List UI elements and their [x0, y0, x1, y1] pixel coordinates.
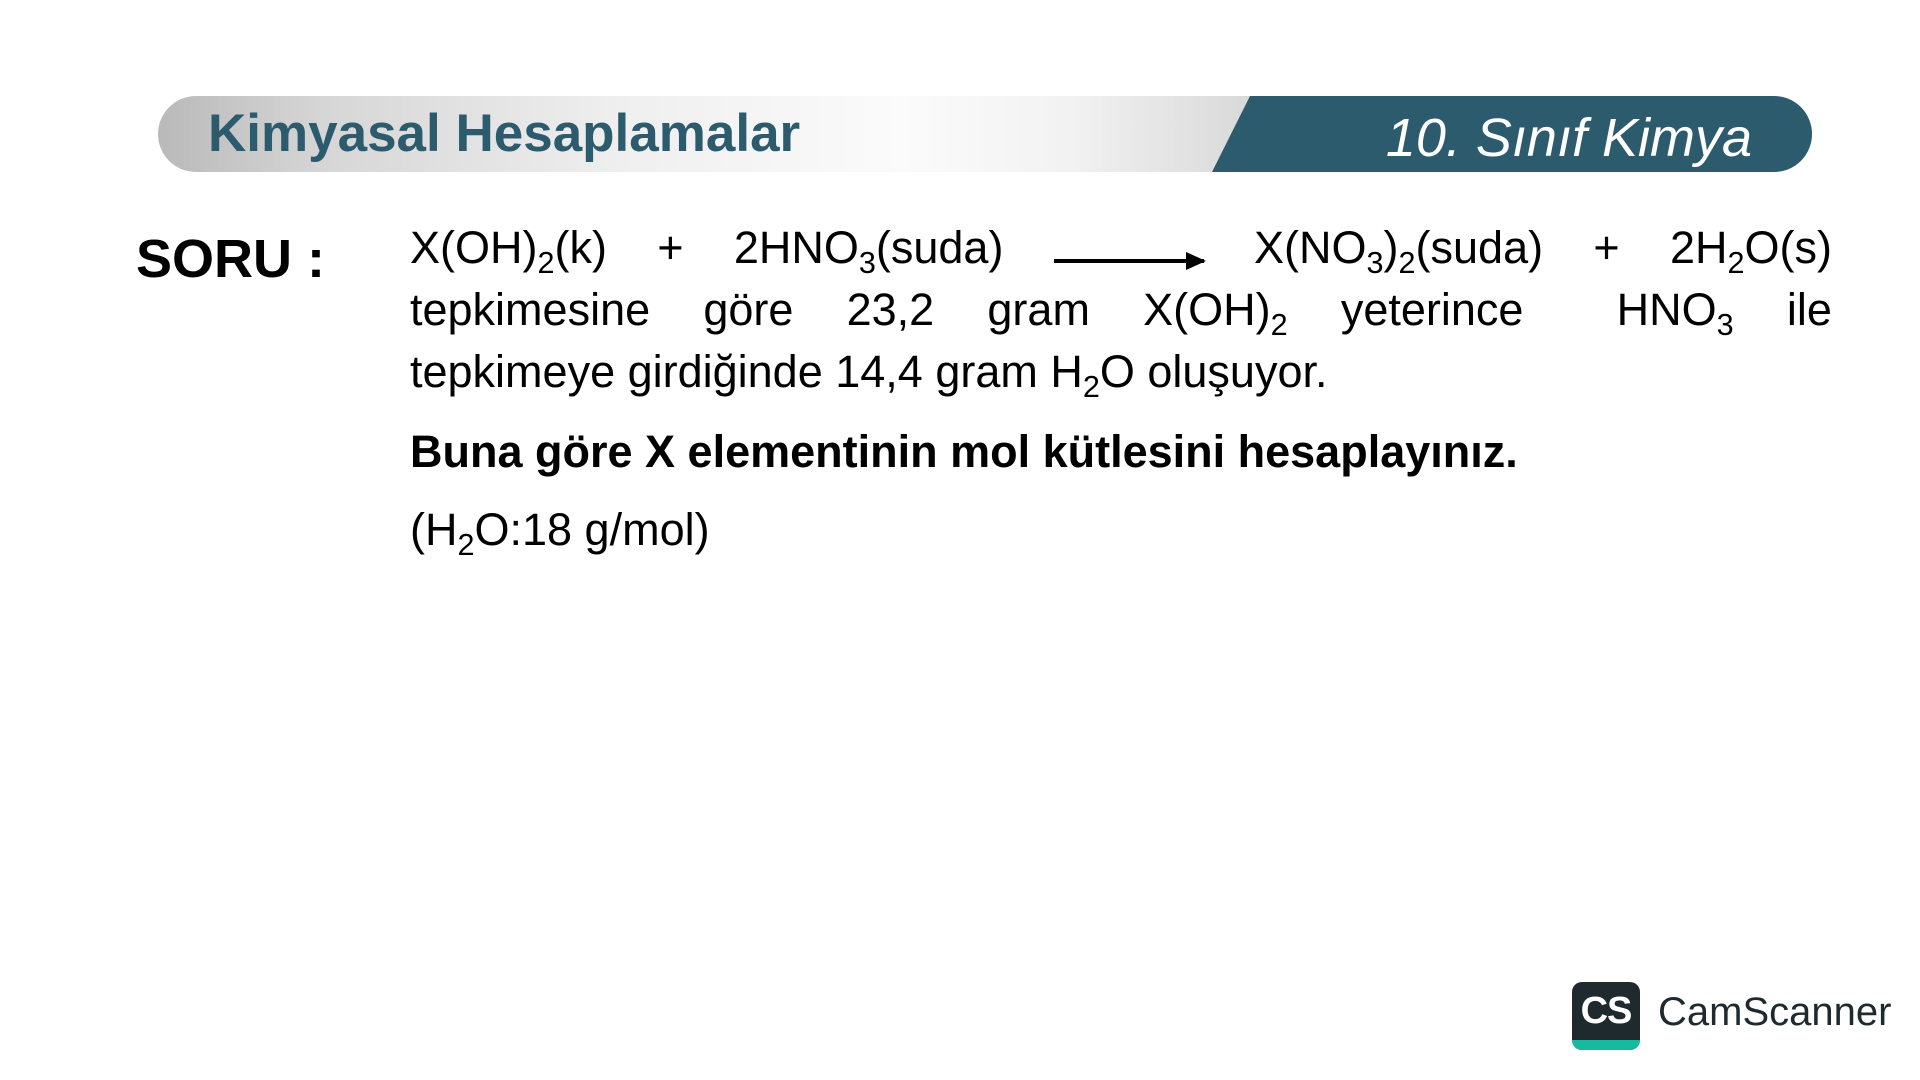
text-word: tepkimesine [410, 284, 651, 335]
text-word: ile [1786, 284, 1832, 335]
plus-sign: + [657, 222, 684, 273]
text-word: yeterince [1340, 284, 1524, 335]
question-text-line-2 [410, 284, 1832, 342]
text-formula: $HNO_3$ [1616, 284, 1734, 342]
course-label: 10. Sınıf Kimya [1385, 108, 1752, 168]
reactant-2: $2HNO_3(suda)$ [733, 222, 1004, 280]
text-formula: $X(OH)_2$ [1143, 284, 1288, 342]
product-2: $2H_2O(s)$ [1669, 222, 1832, 280]
reaction-arrow-icon [1054, 259, 1204, 263]
product-1: $X(NO_3)_2(suda)$ [1254, 222, 1544, 280]
question-text-line-3: tepkimeye girdiğinde 14,4 gram $H_2O$ oluşuyor. [410, 346, 1328, 404]
question-label: SORU : [136, 229, 325, 289]
camscanner-logo-icon [1572, 982, 1640, 1050]
reactant-1: $X(OH)_2(k)$ [410, 222, 607, 280]
question-prompt: Buna göre X elementinin mol kütlesini hesaplayınız. [410, 426, 1518, 477]
reaction-equation [410, 222, 1832, 280]
text-word: 23,2 [846, 284, 935, 335]
text-word: gram [987, 284, 1090, 335]
given-data: ($H_2O:18$ g/mol) [410, 504, 710, 562]
text-word: göre [703, 284, 794, 335]
header-banner [158, 96, 1812, 172]
watermark-name: CamScanner [1658, 990, 1892, 1034]
camscanner-logo-text: CS [1580, 990, 1632, 1032]
plus-sign: + [1593, 222, 1620, 273]
page-title: Kimyasal Hesaplamalar [208, 104, 801, 163]
